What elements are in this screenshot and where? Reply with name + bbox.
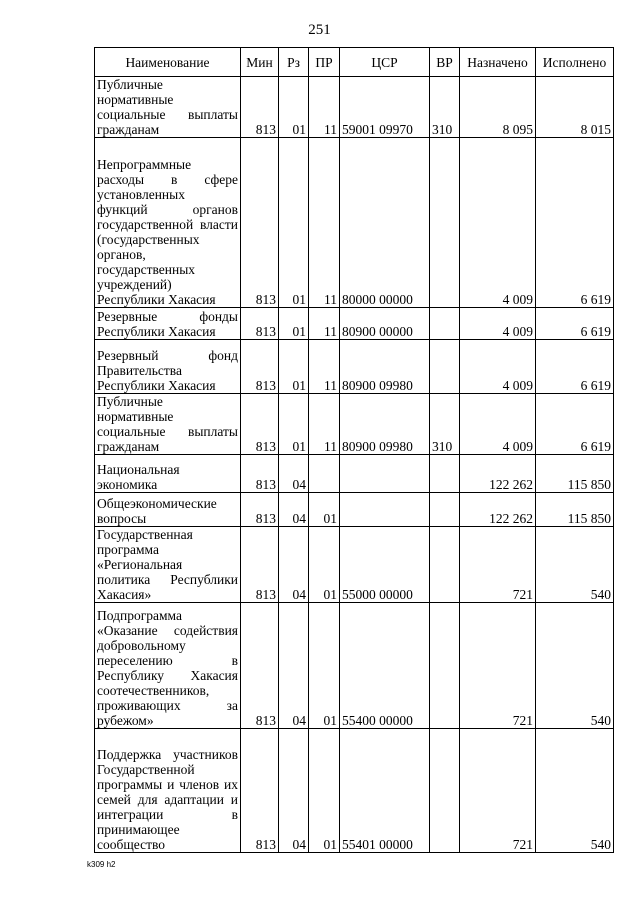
cell-csr [340,455,430,493]
cell-pr: 11 [309,77,340,138]
cell-pr: 01 [309,493,340,527]
cell-min: 813 [241,527,279,603]
table-row [95,455,614,493]
cell-assigned: 4 009 [460,340,536,394]
cell-pr [309,455,340,493]
cell-name: Резервный фонд Правительства Республики Хакасия [95,340,241,394]
cell-assigned: 4 009 [460,394,536,455]
cell-min: 813 [241,729,279,853]
cell-rz: 01 [279,138,309,308]
table-row [95,527,614,603]
header-vr: ВР [430,48,460,77]
cell-rz: 01 [279,308,309,340]
cell-csr: 80900 09980 [340,394,430,455]
header-csr: ЦСР [340,48,430,77]
cell-rz: 04 [279,493,309,527]
cell-vr: 310 [430,77,460,138]
cell-pr: 11 [309,138,340,308]
cell-csr: 80900 00000 [340,308,430,340]
cell-executed: 6 619 [536,340,614,394]
cell-assigned: 721 [460,729,536,853]
cell-min: 813 [241,493,279,527]
table-row [95,77,614,138]
table-row [95,394,614,455]
table-row [95,138,614,308]
cell-pr: 11 [309,308,340,340]
cell-min: 813 [241,455,279,493]
table-row [95,603,614,729]
cell-executed: 6 619 [536,138,614,308]
cell-vr [430,527,460,603]
cell-vr [430,729,460,853]
table-row [95,493,614,527]
cell-rz: 04 [279,603,309,729]
header-assigned: Назначено [460,48,536,77]
cell-name: Поддержка участников Государственной программы и членов их семей для адаптации и интеграции в принимающее сообщество [95,729,241,853]
cell-pr: 01 [309,603,340,729]
cell-csr: 59001 09970 [340,77,430,138]
cell-csr: 80000 00000 [340,138,430,308]
cell-vr [430,455,460,493]
cell-name: Государственная программа «Региональная политика Республики Хакасия» [95,527,241,603]
table-header-row [95,48,614,77]
header-name: Наименование [95,48,241,77]
cell-csr [340,493,430,527]
cell-assigned: 721 [460,527,536,603]
cell-min: 813 [241,138,279,308]
cell-assigned: 122 262 [460,455,536,493]
cell-rz: 01 [279,394,309,455]
table-row [95,340,614,394]
header-pr: ПР [309,48,340,77]
cell-assigned: 4 009 [460,308,536,340]
cell-executed: 115 850 [536,455,614,493]
cell-rz: 04 [279,527,309,603]
page-number: 251 [308,22,331,38]
cell-pr: 01 [309,729,340,853]
cell-vr [430,493,460,527]
cell-name: Национальная экономика [95,455,241,493]
budget-table [94,47,614,853]
cell-min: 813 [241,340,279,394]
cell-assigned: 8 095 [460,77,536,138]
cell-executed: 115 850 [536,493,614,527]
cell-csr: 55400 00000 [340,603,430,729]
cell-csr: 55000 00000 [340,527,430,603]
cell-vr [430,340,460,394]
header-executed: Исполнено [536,48,614,77]
cell-vr [430,603,460,729]
cell-executed: 540 [536,603,614,729]
cell-pr: 11 [309,394,340,455]
cell-executed: 540 [536,527,614,603]
cell-pr: 01 [309,527,340,603]
cell-vr [430,308,460,340]
table-row [95,308,614,340]
cell-name: Публичные нормативные социальные выплаты гражданам [95,77,241,138]
cell-min: 813 [241,77,279,138]
cell-rz: 04 [279,729,309,853]
footer-code: k309 h2 [87,860,116,869]
cell-name: Общеэкономические вопросы [95,493,241,527]
cell-min: 813 [241,603,279,729]
cell-executed: 540 [536,729,614,853]
cell-rz: 04 [279,455,309,493]
cell-name: Непрограммные расходы в сфере установленных функций органов государственной власти (государственных органов, государственных учреждений) Республики Хакасия [95,138,241,308]
header-min: Мин [241,48,279,77]
cell-pr: 11 [309,340,340,394]
cell-executed: 6 619 [536,394,614,455]
cell-name: Подпрограмма «Оказание содействия добровольному переселению в Республику Хакасия соотечественников, проживающих за рубежом» [95,603,241,729]
table-row [95,729,614,853]
header-rz: Рз [279,48,309,77]
cell-assigned: 721 [460,603,536,729]
cell-csr: 55401 00000 [340,729,430,853]
cell-assigned: 4 009 [460,138,536,308]
cell-name: Резервные фонды Республики Хакасия [95,308,241,340]
cell-vr: 310 [430,394,460,455]
cell-csr: 80900 09980 [340,340,430,394]
cell-rz: 01 [279,340,309,394]
cell-assigned: 122 262 [460,493,536,527]
cell-executed: 6 619 [536,308,614,340]
cell-vr [430,138,460,308]
cell-min: 813 [241,394,279,455]
cell-min: 813 [241,308,279,340]
cell-rz: 01 [279,77,309,138]
cell-name: Публичные нормативные социальные выплаты гражданам [95,394,241,455]
cell-executed: 8 015 [536,77,614,138]
